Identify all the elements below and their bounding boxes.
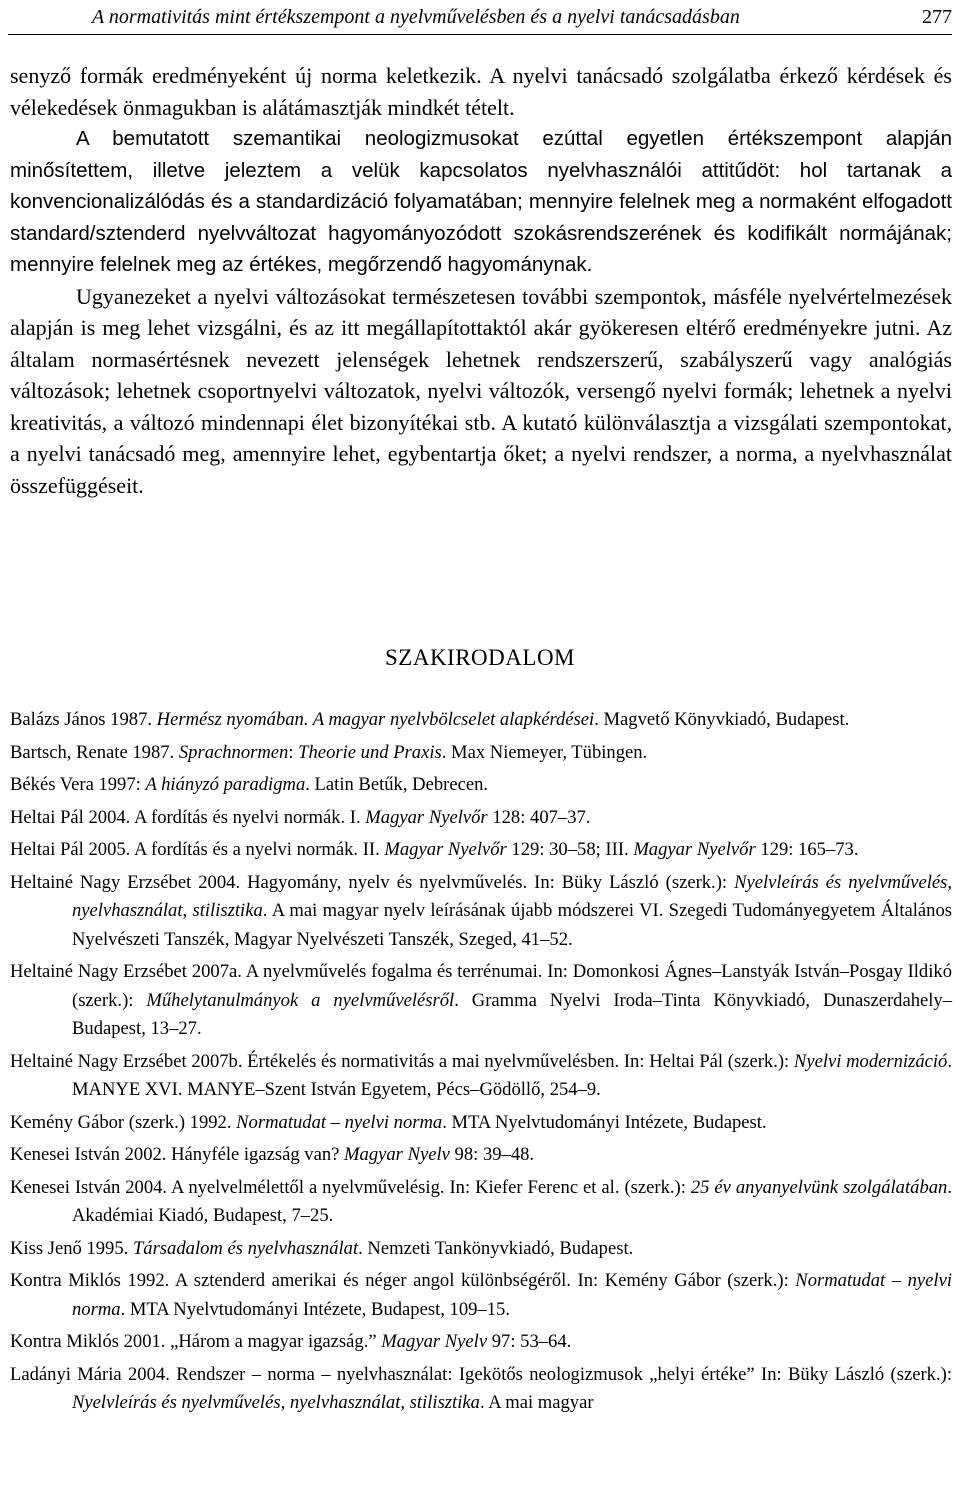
reference-item: Heltai Pál 2005. A fordítás és a nyelvi normák. II. Magyar Nyelvőr 129: 30–58; III. Magyar Nyelvőr 129: 165–73. <box>10 839 859 860</box>
body-text <box>10 60 952 501</box>
reference-item: Kenesei István 2004. A nyelvelmélettől a nyelvművelésig. In: Kiefer Ferenc et al. (szerk.): 25 év anyanyelvünk szolgálatában. Akadémiai Kiadó, Budapest, 7–25. <box>10 1176 952 1226</box>
running-head <box>92 0 952 34</box>
paragraph-semantic-neologisms: A bemutatott szemantikai neologizmusokat ezúttal egyetlen értékszempont alapján minősítettem, illetve jeleztem a velük kapcsolatos nyelvhasználói attitűdöt: hol tartanak a konvencionalizálódás és a standardizáció folyamatában; mennyire felelnek meg a normaként elfogadott standard/sztenderd nyelvváltozat hagyományozódott szokásrendszerének és kodifikált normájának; mennyire felelnek meg az értékes, megőrzendő hagyománynak. <box>10 127 952 276</box>
reference-item: Ladányi Mária 2004. Rendszer – norma – nyelvhasználat: Igekötős neologizmusok „helyi értéke” In: Büky László (szerk.): Nyelvleírás és nyelvművelés, nyelvhasználat, stilisztika. A mai magyar <box>10 1363 952 1413</box>
reference-item: Heltai Pál 2004. A fordítás és nyelvi normák. I. Magyar Nyelvőr 128: 407–37. <box>10 806 591 828</box>
paragraph-language-changes: Ugyanezeket a nyelvi változásokat természetesen további szempontok, másféle nyelvértelmezések alapján is meg lehet vizsgálni, és az itt megállapítottaktól akár gyökeresen eltérő eredményekre jutni. Az általam normasértésnek nevezett jelenségek lehetnek rendszerszerű, szabályszerű vagy analógiás változások; lehetnek csoportnyelvi változatok, nyelvi változók, versengő nyelvi formák; lehetnek a nyelvi kreativitás, a változó mindennapi élet bizonyítékai stb. A kutató különválasztja a vizsgálati szempontokat, a nyelvi tanácsadó meg, amennyire lehet, egybentartja őket; a nyelvi rendszer, a norma, a nyelvhasználat összefüggéseit. <box>10 283 952 498</box>
reference-item: Békés Vera 1997: A hiányzó paradigma. Latin Betűk, Debrecen. <box>10 774 489 795</box>
reference-item: Heltainé Nagy Erzsébet 2007b. Értékelés és normativitás a mai nyelvművelésben. In: Heltai Pál (szerk.): Nyelvi modernizáció. MANYE XVI. MANYE–Szent István Egyetem, Pécs–Gödöllő, 254–9. <box>10 1050 952 1100</box>
reference-item: Kemény Gábor (szerk.) 1992. Normatudat – nyelvi norma. MTA Nyelvtudományi Intézete, Budapest. <box>10 1111 767 1133</box>
section-title: SZAKIRODALOM <box>385 645 575 670</box>
reference-item: Balázs János 1987. Hermész nyomában. A magyar nyelvbölcselet alapkérdései. Magvető Könyvkiadó, Budapest. <box>10 709 850 730</box>
reference-item: Kontra Miklós 2001. „Három a magyar igazság.” Magyar Nyelv 97: 53–64. <box>10 1331 572 1352</box>
reference-item: Heltainé Nagy Erzsébet 2004. Hagyomány, nyelv és nyelvművelés. In: Büky László (szerk.): Nyelvleírás és nyelvművelés, nyelvhasználat, stilisztika. A mai magyar nyelv leírásának újabb módszerei VI. Szegedi Tudományegyetem Általános Nyelvészeti Tanszék, Magyar Nyelvészeti Tanszék, Szeged, 41–52. <box>10 871 952 950</box>
reference-list <box>10 706 952 1422</box>
reference-item: Kenesei István 2002. Hányféle igazság van? Magyar Nyelv 98: 39–48. <box>10 1144 535 1165</box>
reference-item: Kontra Miklós 1992. A sztenderd amerikai és néger angol különbségéről. In: Kemény Gábor (szerk.): Normatudat – nyelvi norma. MTA Nyelvtudományi Intézete, Budapest, 109–15. <box>10 1270 952 1320</box>
reference-item: Bartsch, Renate 1987. Sprachnormen: Theorie und Praxis. Max Niemeyer, Tübingen. <box>10 741 648 763</box>
reference-item: Kiss Jenő 1995. Társadalom és nyelvhasználat. Nemzeti Tankönyvkiadó, Budapest. <box>10 1237 634 1259</box>
running-title: A normativitás mint értékszempont a nyelvművelésben és a nyelvi tanácsadásban <box>92 6 740 28</box>
paragraph-continued: senyző formák eredményeként új norma keletkezik. A nyelvi tanácsadó szolgálatba érkező kérdések és vélekedések önmagukban is alátámasztják mindkét tételt. <box>10 63 952 120</box>
page-number: 277 <box>922 6 952 28</box>
reference-item: Heltainé Nagy Erzsébet 2007a. A nyelvművelés fogalma és terrénumai. In: Domonkosi Ágnes–Lanstyák István–Posgay Ildikó (szerk.): Műhelytanulmányok a nyelvművelésről. Gramma Nyelvi Iroda–Tinta Könyvkiadó, Dunaszerdahely–Budapest, 13–27. <box>10 961 953 1039</box>
header-rule <box>8 34 952 35</box>
